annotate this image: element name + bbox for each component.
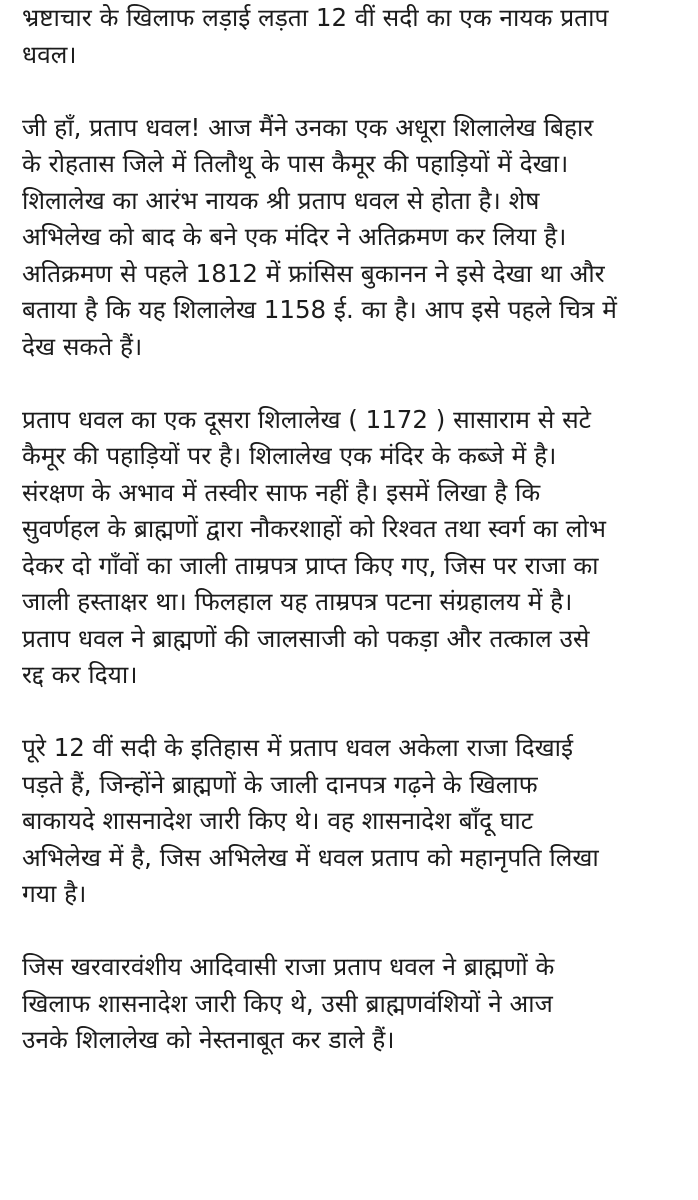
text-line: जाली हस्ताक्षर था। फिलहाल यह ताम्रपत्र पटना संग्रहालय में है। xyxy=(22,587,573,616)
text-line: बताया है कि यह शिलालेख 1158 ई. का है। आप इसे पहले चित्र में xyxy=(22,295,617,324)
text-line: भ्रष्टाचार के खिलाफ लड़ाई लड़ता 12 वीं सदी का एक नायक प्रताप xyxy=(22,3,609,32)
text-line: जिस खरवारवंशीय आदिवासी राजा प्रताप धवल ने ब्राह्मणों के xyxy=(22,952,555,981)
text-line: अभिलेख को बाद के बने एक मंदिर ने अतिक्रमण कर लिया है। xyxy=(22,222,567,251)
text-line: अभिलेख में है, जिस अभिलेख में धवल प्रताप को महानृपति लिखा xyxy=(22,842,599,872)
text-line: अतिक्रमण से पहले 1812 में फ्रांसिस बुकानन ने इसे देखा था और xyxy=(22,258,605,288)
text-line: धवल। xyxy=(22,39,77,69)
text-line: प्रताप धवल का एक दूसरा शिलालेख ( 1172 ) सासाराम से सटे xyxy=(22,404,591,434)
text-line: पूरे 12 वीं सदी के इतिहास में प्रताप धवल अकेला राजा दिखाई xyxy=(22,733,574,762)
text-line: खिलाफ शासनादेश जारी किए थे, उसी ब्राह्मणवंशियों ने आज xyxy=(22,988,553,1018)
text-line: संरक्षण के अभाव में तस्वीर साफ नहीं है। इसमें लिखा है कि xyxy=(22,477,541,507)
paragraph xyxy=(22,0,682,73)
text-line: रद्द कर दिया। xyxy=(22,660,138,689)
post-body xyxy=(22,0,682,1059)
text-line: जी हाँ, प्रताप धवल! आज मैंने उनका एक अधूरा शिलालेख बिहार xyxy=(22,112,594,142)
paragraph xyxy=(22,110,682,366)
text-line: देकर दो गाँवों का जाली ताम्रपत्र प्राप्त किए गए, जिस पर राजा का xyxy=(22,550,599,580)
paragraph xyxy=(22,949,682,1059)
text-line: बाकायदे शासनादेश जारी किए थे। वह शासनादेश बाँदू घाट xyxy=(22,806,534,835)
text-line: देख सकते हैं। xyxy=(22,331,143,361)
paragraph xyxy=(22,402,682,694)
text-line: कैमूर की पहाड़ियों पर है। शिलालेख एक मंदिर के कब्जे में है। xyxy=(22,441,557,470)
text-line: पड़ते हैं, जिन्होंने ब्राह्मणों के जाली दानपत्र गढ़ने के खिलाफ xyxy=(22,769,538,799)
text-line: गया है। xyxy=(22,879,87,908)
text-line: शिलालेख का आरंभ नायक श्री प्रताप धवल से होता है। शेष xyxy=(22,185,540,215)
text-line: प्रताप धवल ने ब्राह्मणों की जालसाजी को पकड़ा और तत्काल उसे xyxy=(22,623,590,653)
text-line: उनके शिलालेख को नेस्तनाबूत कर डाले हैं। xyxy=(22,1025,395,1054)
paragraph xyxy=(22,730,682,913)
text-line: के रोहतास जिले में तिलौथू के पास कैमूर की पहाड़ियों में देखा। xyxy=(22,149,569,178)
text-line: सुवर्णहल के ब्राह्मणों द्वारा नौकरशाहों को रिश्वत तथा स्वर्ग का लोभ xyxy=(22,514,606,543)
